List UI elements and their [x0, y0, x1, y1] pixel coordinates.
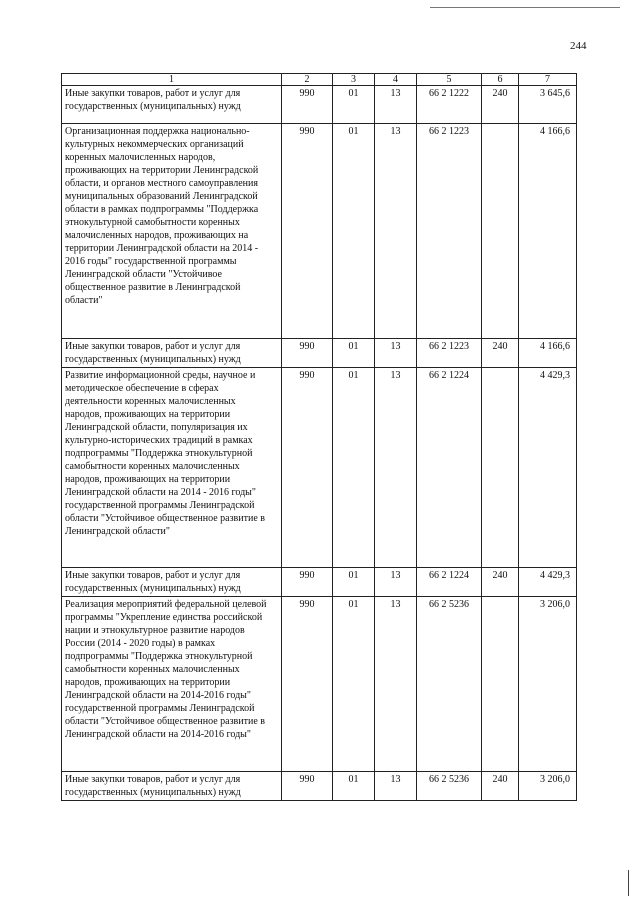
table-row — [62, 772, 577, 801]
row-amount: 3 206,0 — [519, 772, 577, 801]
row-subsection: 13 — [375, 597, 417, 772]
row-amount: 4 429,3 — [519, 368, 577, 568]
header-col-2: 2 — [282, 74, 333, 86]
row-expense-type: 240 — [482, 772, 519, 801]
header-col-7: 7 — [519, 74, 577, 86]
row-amount: 4 429,3 — [519, 568, 577, 597]
row-code: 990 — [282, 368, 333, 568]
header-row — [62, 74, 577, 86]
row-target: 66 2 5236 — [417, 772, 482, 801]
table-row — [62, 124, 577, 339]
row-name: Иные закупки товаров, работ и услуг для государственных (муниципальных) нужд — [62, 339, 282, 368]
row-expense-type — [482, 368, 519, 568]
row-code: 990 — [282, 568, 333, 597]
row-subsection: 13 — [375, 368, 417, 568]
row-section: 01 — [333, 339, 375, 368]
budget-table — [61, 73, 577, 801]
table-row — [62, 368, 577, 568]
row-section: 01 — [333, 772, 375, 801]
row-subsection: 13 — [375, 124, 417, 339]
row-target: 66 2 1224 — [417, 568, 482, 597]
row-amount: 4 166,6 — [519, 124, 577, 339]
row-subsection: 13 — [375, 568, 417, 597]
row-amount: 3 206,0 — [519, 597, 577, 772]
row-subsection: 13 — [375, 772, 417, 801]
row-expense-type — [482, 124, 519, 339]
top-rule — [430, 7, 620, 8]
row-expense-type: 240 — [482, 568, 519, 597]
table-row — [62, 86, 577, 124]
row-code: 990 — [282, 597, 333, 772]
header-col-4: 4 — [375, 74, 417, 86]
table-row — [62, 339, 577, 368]
row-code: 990 — [282, 772, 333, 801]
row-section: 01 — [333, 86, 375, 124]
row-code: 990 — [282, 124, 333, 339]
row-code: 990 — [282, 86, 333, 124]
row-code: 990 — [282, 339, 333, 368]
row-amount: 3 645,6 — [519, 86, 577, 124]
table-row — [62, 568, 577, 597]
page-number: 244 — [570, 40, 587, 52]
row-section: 01 — [333, 568, 375, 597]
row-name: Развитие информационной среды, научное и методическое обеспечение в сферах деятельности коренных малочисленных народов, проживающих на территории Ленинградской области, популяризация их культурно-исторических традиций в рамках подпрограммы "Поддержка этнокультурной самобытности коренных малочисленных народов, проживающих на территории Ленинградской области на 2014 - 2016 годы" государственной программы Ленинградской области "Устойчивое общественное развитие в Ленинградской области" — [62, 368, 282, 568]
header-col-6: 6 — [482, 74, 519, 86]
row-name: Иные закупки товаров, работ и услуг для государственных (муниципальных) нужд — [62, 86, 282, 124]
table-row — [62, 597, 577, 772]
row-expense-type — [482, 597, 519, 772]
row-section: 01 — [333, 124, 375, 339]
row-target: 66 2 1224 — [417, 368, 482, 568]
header-col-5: 5 — [417, 74, 482, 86]
row-section: 01 — [333, 368, 375, 568]
row-target: 66 2 5236 — [417, 597, 482, 772]
row-subsection: 13 — [375, 339, 417, 368]
row-subsection: 13 — [375, 86, 417, 124]
row-section: 01 — [333, 597, 375, 772]
row-name: Иные закупки товаров, работ и услуг для государственных (муниципальных) нужд — [62, 772, 282, 801]
row-expense-type: 240 — [482, 339, 519, 368]
row-amount: 4 166,6 — [519, 339, 577, 368]
row-target: 66 2 1223 — [417, 124, 482, 339]
scan-edge-mark — [628, 870, 629, 896]
row-name: Организационная поддержка национально- культурных некоммерческих организаций коренных малочисленных народов, проживающих на территории Ленинградской области, и органов местного самоуправления муниципальных образований Ленинградской области в рамках подпрограммы "Поддержка этнокультурной самобытности коренных малочисленных народов, проживающих на территории Ленинградской области на 2014 - 2016 годы" государственной программы Ленинградской области "Устойчивое общественное развитие в Ленинградской области" — [62, 124, 282, 339]
row-name: Реализация мероприятий федеральной целевой программы "Укрепление единства российской нации и этнокультурное развитие народов России (2014 - 2020 годы) в рамках подпрограммы "Поддержка этнокультурной самобытности коренных малочисленных народов, проживающих на территории Ленинградской области на 2014-2016 годы" государственной программы Ленинградской области "Устойчивое общественное развитие в Ленинградской области на 2014-2016 годы" — [62, 597, 282, 772]
row-target: 66 2 1223 — [417, 339, 482, 368]
header-col-3: 3 — [333, 74, 375, 86]
row-expense-type: 240 — [482, 86, 519, 124]
row-target: 66 2 1222 — [417, 86, 482, 124]
row-name: Иные закупки товаров, работ и услуг для государственных (муниципальных) нужд — [62, 568, 282, 597]
header-col-1: 1 — [62, 74, 282, 86]
